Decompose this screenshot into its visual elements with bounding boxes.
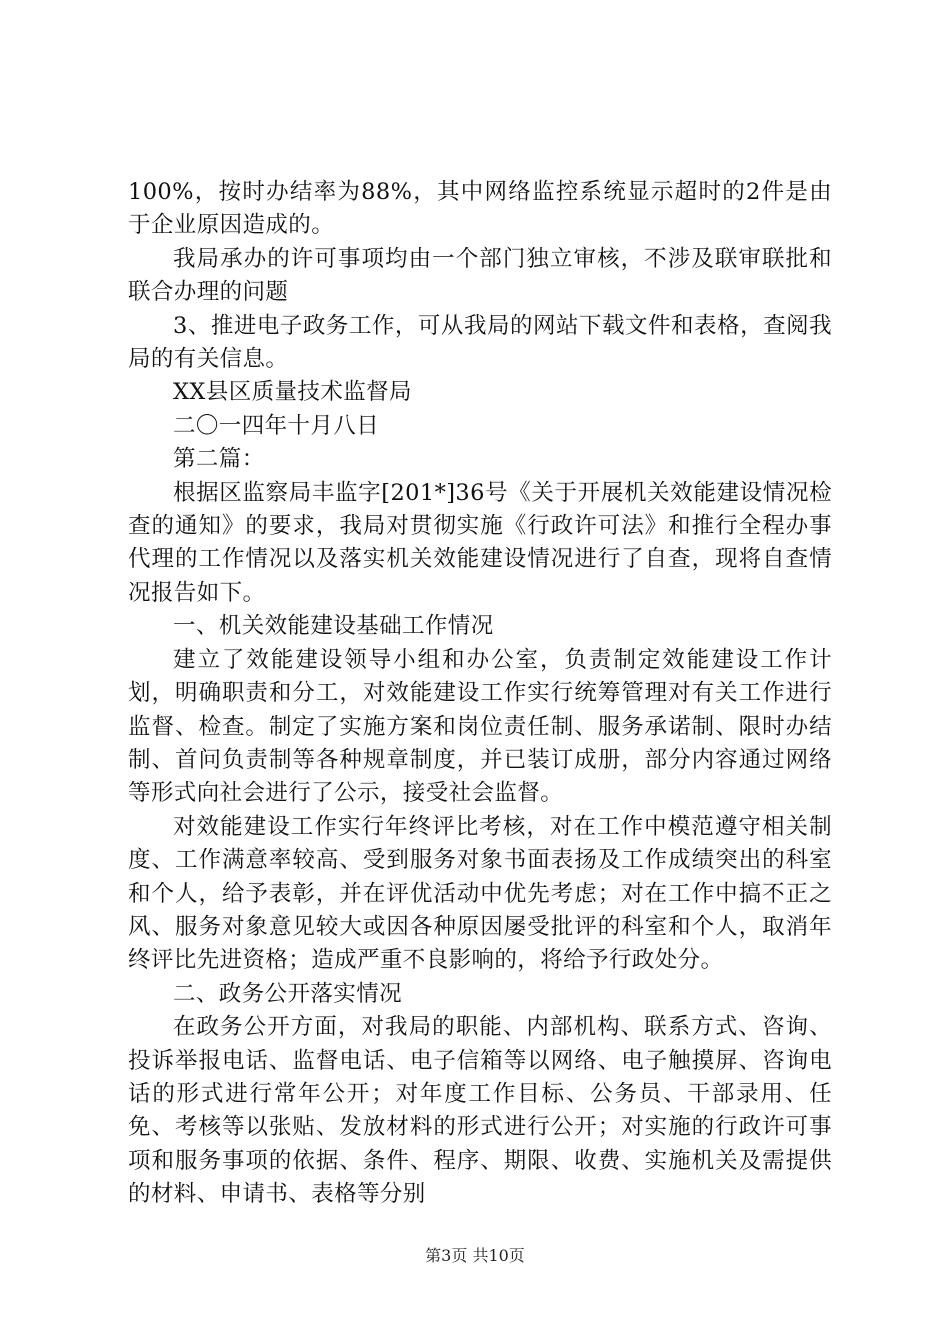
paragraph: 一、机关效能建设基础工作情况 [173,613,494,640]
paragraph: 对效能建设工作实行年终评比考核，对在工作中模范遵守相关制度、工作满意率较高、受到服务对象书面表扬及工作成绩突出的科室和个人，给予表彰，并在评优活动中优先考虑；对在工作中搞不正之风、服务对象意见较大或因各种原因屡受批评的科室和个人，取消年终评比先进资格；造成严重不良影响的，将给予行政处分。 [128,813,832,974]
paragraph: XX县区质量技术监督局 [173,379,412,406]
page-footer: 第3页 共10页 [425,1246,525,1265]
paragraph: 建立了效能建设领导小组和办公室，负责制定效能建设工作计划，明确职责和分工，对效能建设工作实行统筹管理对有关工作进行监督、检查。制定了实施方案和岗位责任制、服务承诺制、限时办结制、首问负责制等各种规章制度，并已装订成册，部分内容通过网络等形式向社会进行了公示，接受社会监督。 [128,646,832,807]
document-body [128,176,832,1212]
paragraph: 我局承办的许可事项均由一个部门独立审核，不涉及联审联批和联合办理的问题 [128,245,832,306]
paragraph: 在政务公开方面，对我局的职能、内部机构、联系方式、咨询、投诉举报电话、监督电话、电子信箱等以网络、电子触摸屏、咨询电话的形式进行常年公开；对年度工作目标、公务员、干部录用、任免、考核等以张贴、发放材料的形式进行公开；对实施的行政许可事项和服务事项的依据、条件、程序、期限、收费、实施机关及需提供的材料、申请书、表格等分别 [128,1014,832,1208]
paragraph: 3、推进电子政务工作，可从我局的网站下载文件和表格，查阅我局的有关信息。 [128,312,832,373]
paragraph: 二、政务公开落实情况 [173,980,403,1007]
paragraph: 二〇一四年十月八日 [173,412,380,439]
paragraph: 根据区监察局丰监字[201*]36号《关于开展机关效能建设情况检查的通知》的要求，我局对贯彻实施《行政许可法》和推行全程办事代理的工作情况以及落实机关效能建设情况进行了自查，现将自查情况报告如下。 [128,479,832,606]
paragraph: 100%，按时办结率为88%，其中网络监控系统显示超时的2件是由于企业原因造成的。 [128,179,832,239]
paragraph: 第二篇： [173,446,265,473]
